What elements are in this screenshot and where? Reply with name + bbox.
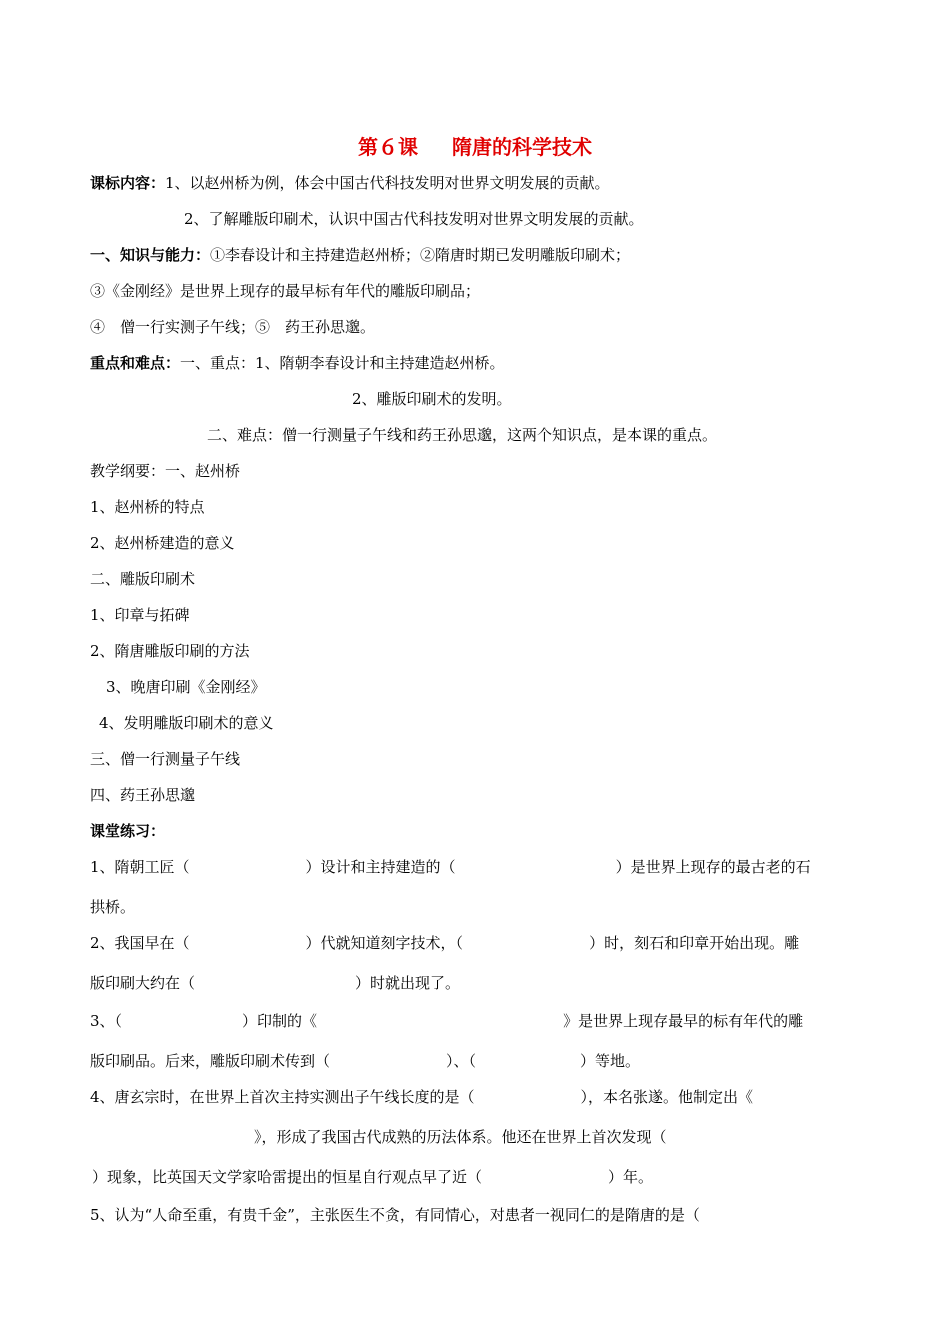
exercise-4-line-3: ）现象，比英国天文学家哈雷提出的恒星自行观点早了近（ ）年。 bbox=[92, 1168, 654, 1186]
lesson-number: 第６课 bbox=[358, 135, 418, 159]
outline-item: 3、晚唐印刷《金刚经》 bbox=[106, 678, 266, 696]
outline-item: 二、雕版印刷术 bbox=[90, 570, 196, 588]
outline-item: 四、药王孙思邈 bbox=[90, 786, 196, 804]
knowledge-label: 一、知识与能力： bbox=[90, 246, 211, 264]
standards-label: 课标内容： bbox=[90, 174, 166, 192]
outline-item: 1、赵州桥的特点 bbox=[90, 498, 205, 516]
exercise-1-line-2: 拱桥。 bbox=[90, 898, 136, 916]
exercises-label: 课堂练习： bbox=[90, 822, 166, 840]
knowledge-text-1: ①李春设计和主持建造赵州桥；②隋唐时期已发明雕版印刷术； bbox=[210, 246, 631, 264]
knowledge-line-1 bbox=[90, 245, 630, 265]
standards-item-1: 1、以赵州桥为例，体会中国古代科技发明对世界文明发展的贡献。 bbox=[165, 174, 610, 192]
keypoints-line-2 bbox=[352, 389, 512, 409]
outline-heading: 教学纲要：一、赵州桥 bbox=[90, 462, 241, 480]
outline-item: 4、发明雕版印刷术的意义 bbox=[99, 714, 274, 732]
lesson-name: 隋唐的科学技术 bbox=[452, 135, 592, 159]
page-title bbox=[0, 131, 950, 160]
outline-item: 2、隋唐雕版印刷的方法 bbox=[90, 642, 250, 660]
exercise-2-line-1: 2、我国早在（ ）代就知道刻字技术，（ ）时，刻石和印章开始出现。雕 bbox=[90, 934, 800, 952]
exercise-5-line-1: 5、认为“人命至重，有贵千金”，主张医生不贪，有同情心，对患者一视同仁的是隋唐的是（ bbox=[90, 1206, 700, 1224]
keypoints-text-3: 二、难点：僧一行测量子午线和药王孙思邈，这两个知识点，是本课的重点。 bbox=[207, 426, 718, 444]
keypoints-label: 重点和难点： bbox=[90, 354, 181, 372]
keypoints-line-3 bbox=[207, 425, 717, 445]
keypoints-line-1 bbox=[90, 353, 505, 373]
exercise-3-line-2: 版印刷品。后来，雕版印刷术传到（ ）、（ ）等地。 bbox=[90, 1052, 641, 1070]
knowledge-line-3 bbox=[90, 317, 375, 337]
standards-item-2: 2、了解雕版印刷术，认识中国古代科技发明对世界文明发展的贡献。 bbox=[184, 210, 644, 228]
exercise-2-line-2: 版印刷大约在（ ）时就出现了。 bbox=[90, 974, 461, 992]
keypoints-text-2: 2、雕版印刷术的发明。 bbox=[352, 390, 512, 408]
keypoints-text-1: 一、重点：1、隋朝李春设计和主持建造赵州桥。 bbox=[180, 354, 505, 372]
knowledge-text-3: ④ 僧一行实测子午线；⑤ 药王孙思邈。 bbox=[90, 318, 376, 336]
outline-item: 2、赵州桥建造的意义 bbox=[90, 534, 235, 552]
knowledge-text-2: ③《金刚经》是世界上现存的最早标有年代的雕版印刷品； bbox=[90, 282, 481, 300]
standards-line-2 bbox=[184, 209, 644, 229]
outline-item: 1、印章与拓碑 bbox=[90, 606, 190, 624]
exercise-4-line-2: 》，形成了我国古代成熟的历法体系。他还在世界上首次发现（ bbox=[254, 1128, 667, 1146]
exercise-1-line-1: 1、隋朝工匠（ ）设计和主持建造的（ ）是世界上现存的最古老的石 bbox=[90, 858, 811, 876]
exercise-3-line-1: 3、（ ）印制的《 》是世界上现存最早的标有年代的雕 bbox=[90, 1012, 804, 1030]
standards-line-1 bbox=[90, 173, 610, 193]
knowledge-line-2 bbox=[90, 281, 480, 301]
exercise-4-line-1: 4、唐玄宗时，在世界上首次主持实测出子午线长度的是（ ），本名张遂。他制定出《 bbox=[90, 1088, 754, 1106]
outline-item: 三、僧一行测量子午线 bbox=[90, 750, 241, 768]
